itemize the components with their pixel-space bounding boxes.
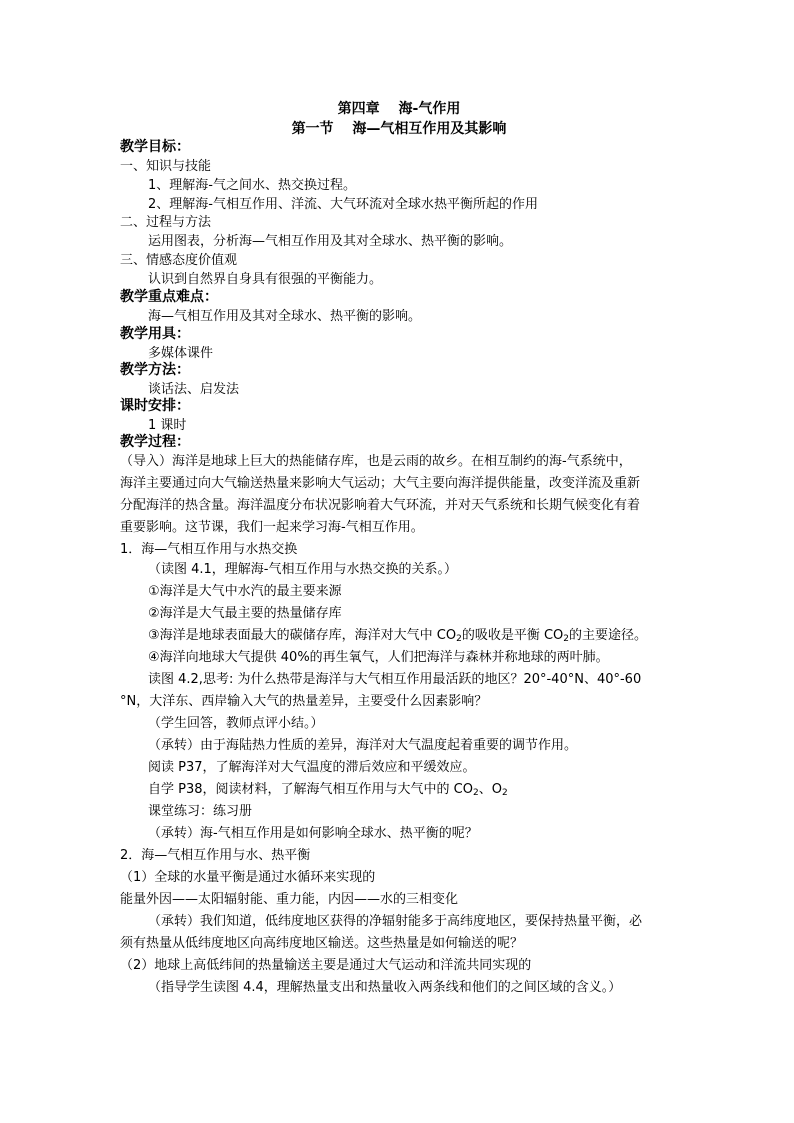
point-3-sub-1: 2 [456, 634, 462, 644]
self-study-text-b: 、O [478, 782, 502, 797]
intro-line-1: （导入）海洋是地球上巨大的热能储存库，也是云雨的故乡。在相互制约的海-气系统中， [120, 454, 632, 469]
section-1-answer: （学生回答，教师点评小结。） [148, 716, 324, 731]
self-study-sub-2: 2 [501, 788, 508, 798]
self-study-text-a: 自学 P38，阅读材料，了解海气相互作用与大气中的 CO [148, 782, 473, 797]
objectives-heading: 教学目标： [120, 139, 190, 155]
section-1-point-2: ②海洋是大气最主要的热量储存库 [148, 606, 342, 621]
point-3-sub-2: 2 [563, 634, 570, 644]
process-heading: 教学过程： [120, 434, 190, 450]
knowledge-item-2: 2、理解海-气相互作用、洋流、大气环流对全球水热平衡所起的作用 [148, 197, 538, 212]
key-points-heading: 教学重点难点： [120, 289, 218, 305]
tools-text: 多媒体课件 [148, 346, 214, 361]
tools-heading: 教学用具： [120, 326, 190, 342]
section-1-transition-2: （承转）海-气相互作用是如何影响全球水、热平衡的呢？ [148, 826, 478, 841]
section-1-question-line-2: °N，大洋东、西岸输入大气的热量差异，主要受什么因素影响？ [120, 694, 488, 709]
emotion-heading: 三、情感态度价值观 [120, 253, 238, 268]
chapter-title: 第四章 海-气作用 [337, 101, 461, 117]
knowledge-item-1: 1、理解海-气之间水、热交换过程。 [148, 178, 356, 193]
schedule-text: 1 课时 [148, 418, 187, 433]
section-2-guide: （指导学生读图 4.4，理解热量支出和热量收入两条线和他们的之间区域的含义。） [148, 980, 622, 995]
section-1-heading: 1．海—气相互作用与水热交换 [120, 542, 298, 557]
point-3-text-c: 的主要途径。 [569, 628, 648, 643]
methods-text: 谈话法、启发法 [148, 382, 240, 397]
self-study-sub-1: 2 [472, 788, 479, 798]
section-1-question-line-1: 读图 4.2,思考: 为什么热带是海洋与大气相互作用最活跃的地区？20°-40°N、40°-60 [148, 672, 642, 687]
section-1-self-study [148, 780, 508, 799]
emotion-item: 认识到自然界自身具有很强的平衡能力。 [148, 272, 383, 287]
section-1-point-4: ④海洋向地球大气提供 40%的再生氧气，人们把海洋与森林并称地球的两叶肺。 [148, 650, 609, 665]
section-1-point-1: ①海洋是大气中水汽的最主要来源 [148, 584, 342, 599]
process-method-item: 运用图表，分析海—气相互作用及其对全球水、热平衡的影响。 [148, 234, 513, 249]
intro-line-3: 分配海洋的热含量。海洋温度分布状况影响着大气环流，并对天气系统和长期气候变化有着 [120, 498, 641, 513]
schedule-heading: 课时安排： [120, 398, 190, 414]
section-1-point-3 [148, 626, 647, 645]
process-method-heading: 二、过程与方法 [120, 215, 212, 230]
intro-line-2: 海洋主要通过向大气输送热量来影响大气运动；大气主要向海洋提供能量，改变洋流及重新 [120, 476, 641, 491]
methods-heading: 教学方法： [120, 362, 190, 378]
section-1-transition: （承转）由于海陆热力性质的差异，海洋对大气温度起着重要的调节作用。 [148, 738, 578, 753]
intro-line-4: 重要影响。这节课，我们一起来学习海-气相互作用。 [120, 520, 424, 535]
section-2-heading: 2．海—气相互作用与水、热平衡 [120, 848, 311, 863]
knowledge-heading: 一、知识与技能 [120, 159, 212, 174]
key-points-text: 海—气相互作用及其对全球水、热平衡的影响。 [148, 309, 422, 324]
section-1-read-p37: 阅读 P37，了解海洋对大气温度的滞后效应和平缓效应。 [148, 760, 476, 775]
section-2-transition-line-1: （承转）我们知道，低纬度地区获得的净辐射能多于高纬度地区，要保持热量平衡，必 [148, 914, 643, 929]
section-1-exercise: 课堂练习：练习册 [148, 804, 253, 819]
section-2-point-1: （1）全球的水量平衡是通过水循环来实现的 [120, 870, 376, 885]
section-title: 第一节 海—气相互作用及其影响 [291, 121, 507, 137]
section-2-transition-line-2: 须有热量从低纬度地区向高纬度地区输送。这些热量是如何输送的呢？ [120, 936, 524, 951]
point-3-text-b: 的吸收是平衡 CO [461, 628, 564, 643]
section-2-point-1-detail: 能量外因——太阳辐射能、重力能，内因——水的三相变化 [120, 892, 459, 907]
section-2-point-2: （2）地球上高低纬间的热量输送主要是通过大气运动和洋流共同实现的 [120, 958, 532, 973]
section-1-read: （读图 4.1，理解海-气相互作用与水热交换的关系。） [148, 562, 457, 577]
point-3-text-a: ③海洋是地球表面最大的碳储存库，海洋对大气中 CO [148, 628, 457, 643]
